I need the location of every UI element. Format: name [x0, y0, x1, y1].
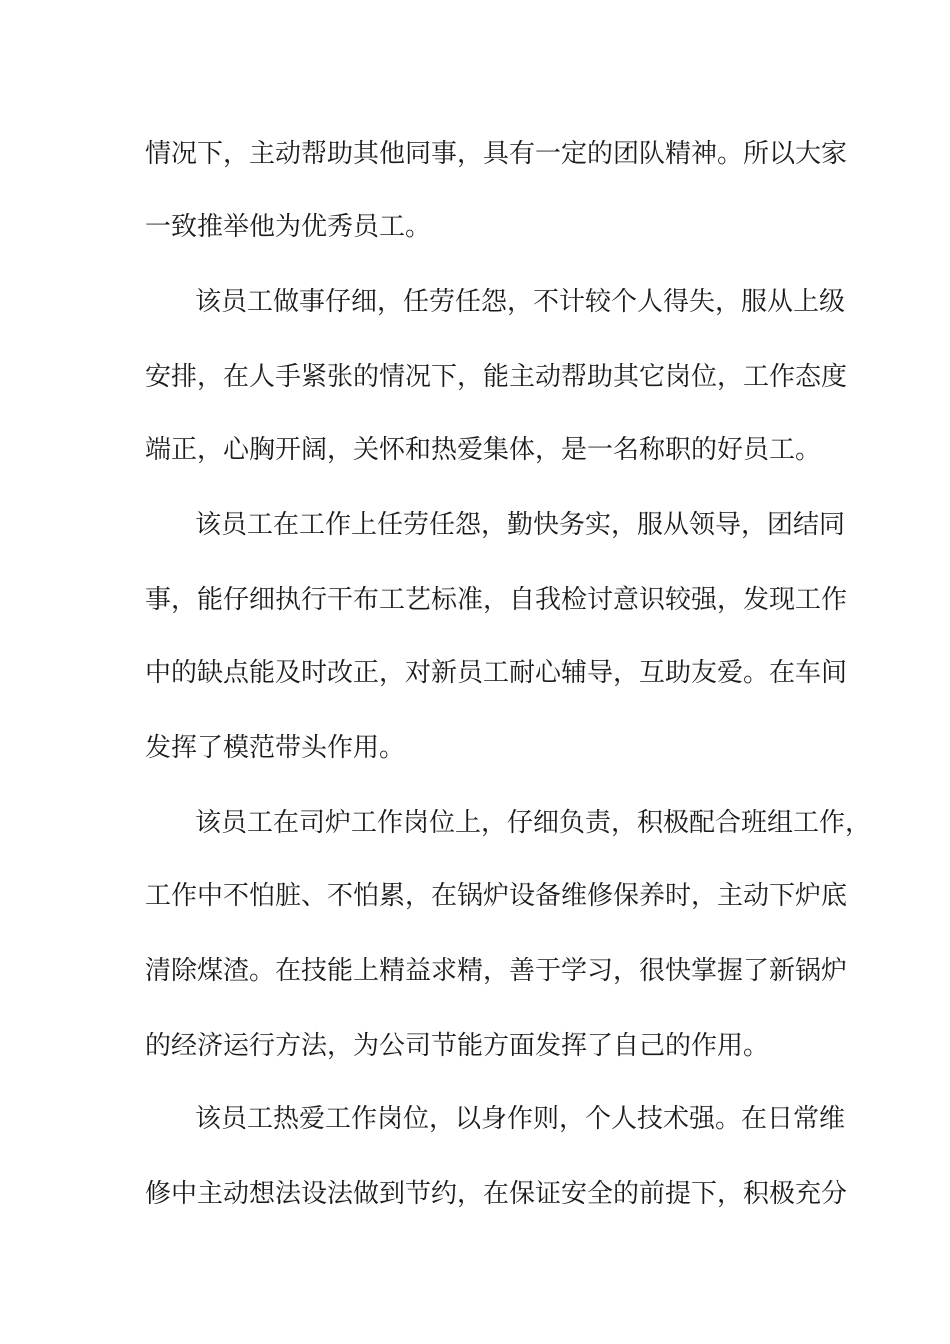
paragraph-start-line: 该员工做事仔细，任劳任怨，不计较个人得失，服从上级 [195, 287, 846, 317]
text-line: 工作中不怕脏、不怕累，在锅炉设备维修保养时，主动下炉底 [145, 881, 848, 911]
text-line: 安排，在人手紧张的情况下，能主动帮助其它岗位，工作态度 [145, 362, 848, 392]
text-line: 中的缺点能及时改正，对新员工耐心辅导，互助友爱。在车间 [145, 658, 848, 688]
text-line: 清除煤渣。在技能上精益求精，善于学习，很快掌握了新锅炉 [145, 956, 848, 986]
paragraph-start-line: 该员工热爱工作岗位，以身作则，个人技术强。在日常维 [195, 1104, 846, 1134]
paragraph-start-line: 该员工在司炉工作岗位上，仔细负责，积极配合班组工作， [195, 808, 872, 838]
text-line: 事，能仔细执行干布工艺标准，自我检讨意识较强，发现工作 [145, 585, 848, 615]
text-line: 一致推举他为优秀员工。 [145, 212, 432, 242]
text-line: 情况下，主动帮助其他同事，具有一定的团队精神。所以大家 [145, 139, 848, 169]
text-line: 发挥了模范带头作用。 [145, 733, 406, 763]
text-line: 修中主动想法设法做到节约，在保证安全的前提下，积极充分 [145, 1179, 848, 1209]
text-line: 端正，心胸开阔，关怀和热爱集体，是一名称职的好员工。 [145, 435, 822, 465]
paragraph-start-line: 该员工在工作上任劳任怨，勤快务实，服从领导，团结同 [195, 510, 846, 540]
text-line: 的经济运行方法，为公司节能方面发挥了自己的作用。 [145, 1031, 770, 1061]
